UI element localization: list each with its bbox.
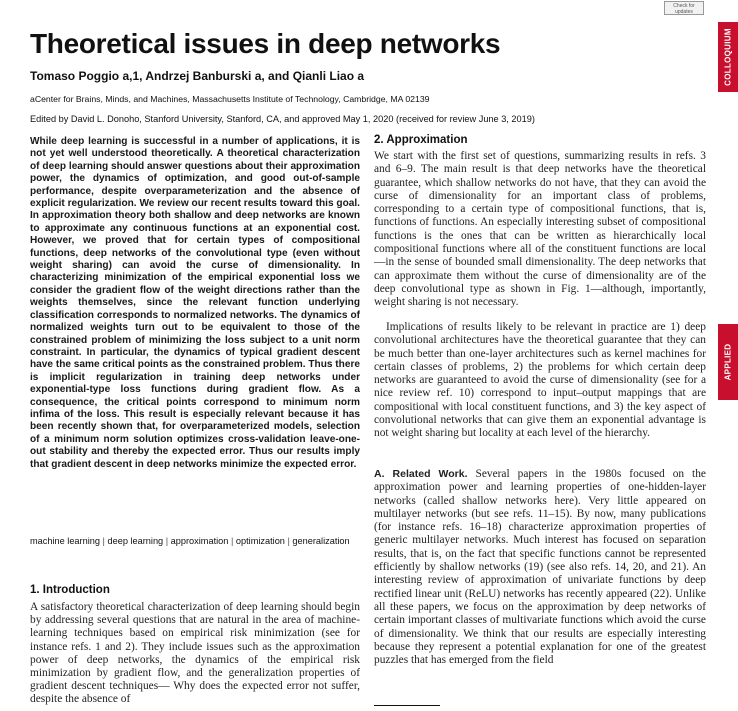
colloquium-tab: COLLOQUIUM [718,22,738,92]
keyword[interactable]: approximation [170,536,229,546]
approximation-paragraph-1: We start with the first set of questions, summarizing results in refs. 3 and 6–9. The main result is that deep networks have the theoretical guarantee, which shallow networks do not have, that they can avoid the curse of dimensionality for an important class of problems, corresponding to a certain type of compositional functions, that is, functions of functions. An especially interesting subset of compositional functions is the ones that can be written as hierarchically local compositional functions where all of the constituent functions are local—in the sense of bounded small dimensionality. The deep networks that can approximate them without the curse of dimensionality are of the deep convolutional type as shown in Fig. 1—although, importantly, weight sharing is not necessary. [374,150,706,309]
section-heading-introduction: 1. Introduction [30,584,110,596]
applied-tab: APPLIED [718,324,738,400]
crossmark-badge[interactable]: Check for updates [664,1,704,15]
footnote-rule [374,705,440,706]
affiliation: aCenter for Brains, Minds, and Machines, Massachusetts Institute of Technology, Cambridge, MA 02139 [30,94,430,104]
paper-title: Theoretical issues in deep networks [30,28,501,59]
edited-by-line: Edited by David L. Donoho, Stanford University, Stanford, CA, and approved May 1, 2020 (received for review June 3, 2019) [30,114,535,124]
author-list: Tomaso Poggio a,1, Andrzej Banburski a, and Qianli Liao a [30,69,365,83]
related-work-text: Several papers in the 1980s focused on the approximation power and learning properties of one-hidden-layer networks (called shallow networks here). Very little appeared on multilayer networks (but see refs. 11–15). By now, many publications (for instance refs. 16–18) characterize approximation properties of generic multilayer networks. Much interest has focused on separation results, that is, on the fact that specific functions cannot be represented efficiently by shallow networks (19) (see also refs. 14, 20, and 21). An interesting review of approximation of univariate functions by deep rectified linear unit (ReLU) networks has recently appeared (22). Unlike all these papers, we focus on the approximation by deep networks of certain important classes of multivariate functions which avoid the curse of dimensionality. We think that our results are especially interesting because they represent a potential explanation for one of the greatest puzzles that has emerged from the field [374,468,706,667]
keyword[interactable]: generalization [292,536,350,546]
keyword-list: machine learning | deep learning | approximation | optimization | generalization [30,536,350,546]
related-work-paragraph [374,468,706,667]
keyword[interactable]: deep learning [107,536,164,546]
introduction-paragraph: A satisfactory theoretical characterization of deep learning should begin by addressing several questions that are natural in the area of machine-learning techniques based on empirical risk minimization (see for instance refs. 1 and 2). They include issues such as the approximation power of deep networks, the dynamics of the empirical risk minimization by gradient flow, and the generalization properties of gradient descent techniques— Why does the expected error not suffer, despite the absence of [30,601,360,706]
section-heading-approximation: 2. Approximation [374,134,468,146]
approximation-paragraph-2: Implications of results likely to be relevant in practice are 1) deep convolutional architectures have the theoretical guarantee that they can be much better than one-layer architectures such as kernel machines for certain classes of problems, 2) the problems for which certain deep networks are guaranteed to avoid the curse of dimensionality (see for a nice review ref. 10) correspond to input–output mappings that are compositional with local constituent functions, and 3) the key aspect of convolutional networks that can give them an exponential advantage is not weight sharing but locality at each level of the hierarchy. [374,321,706,440]
abstract: While deep learning is successful in a number of applications, it is not yet well understood theoretically. A theoretical characterization of deep learning should answer questions about their approximation power, the dynamics of optimization, and good out-of-sample performance, despite overparameterization and the absence of explicit regularization. We review our recent results toward this goal. In approximation theory both shallow and deep networks are known to approximate any continuous functions at an exponential cost. However, we proved that for certain types of compositional functions, deep networks of the convolutional type (even without weight sharing) can avoid the curse of dimensionality. In characterizing minimization of the empirical exponential loss we consider the gradient flow of the weight directions rather than the weights themselves, since the relevant function underlying classification corresponds to normalized networks. The dynamics of normalized weights turn out to be equivalent to those of the constrained problem of minimizing the loss subject to a unit norm constraint. In particular, the dynamics of typical gradient descent have the same critical points as the constrained problem. Thus there is implicit regularization in training deep networks under exponential-type loss functions during gradient flow. As a consequence, the critical points correspond to minimum norm infima of the loss. This result is especially relevant because it has been recently shown that, for overparameterized models, selection of a minimum norm solution optimizes cross-validation leave-one-out stability and thereby the expected error. Thus our results imply that gradient descent in deep networks minimize the expected error. [30,136,360,470]
keyword[interactable]: optimization [235,536,285,546]
subsection-heading-related-work: A. Related Work. [374,468,468,480]
keyword[interactable]: machine learning [30,536,100,546]
